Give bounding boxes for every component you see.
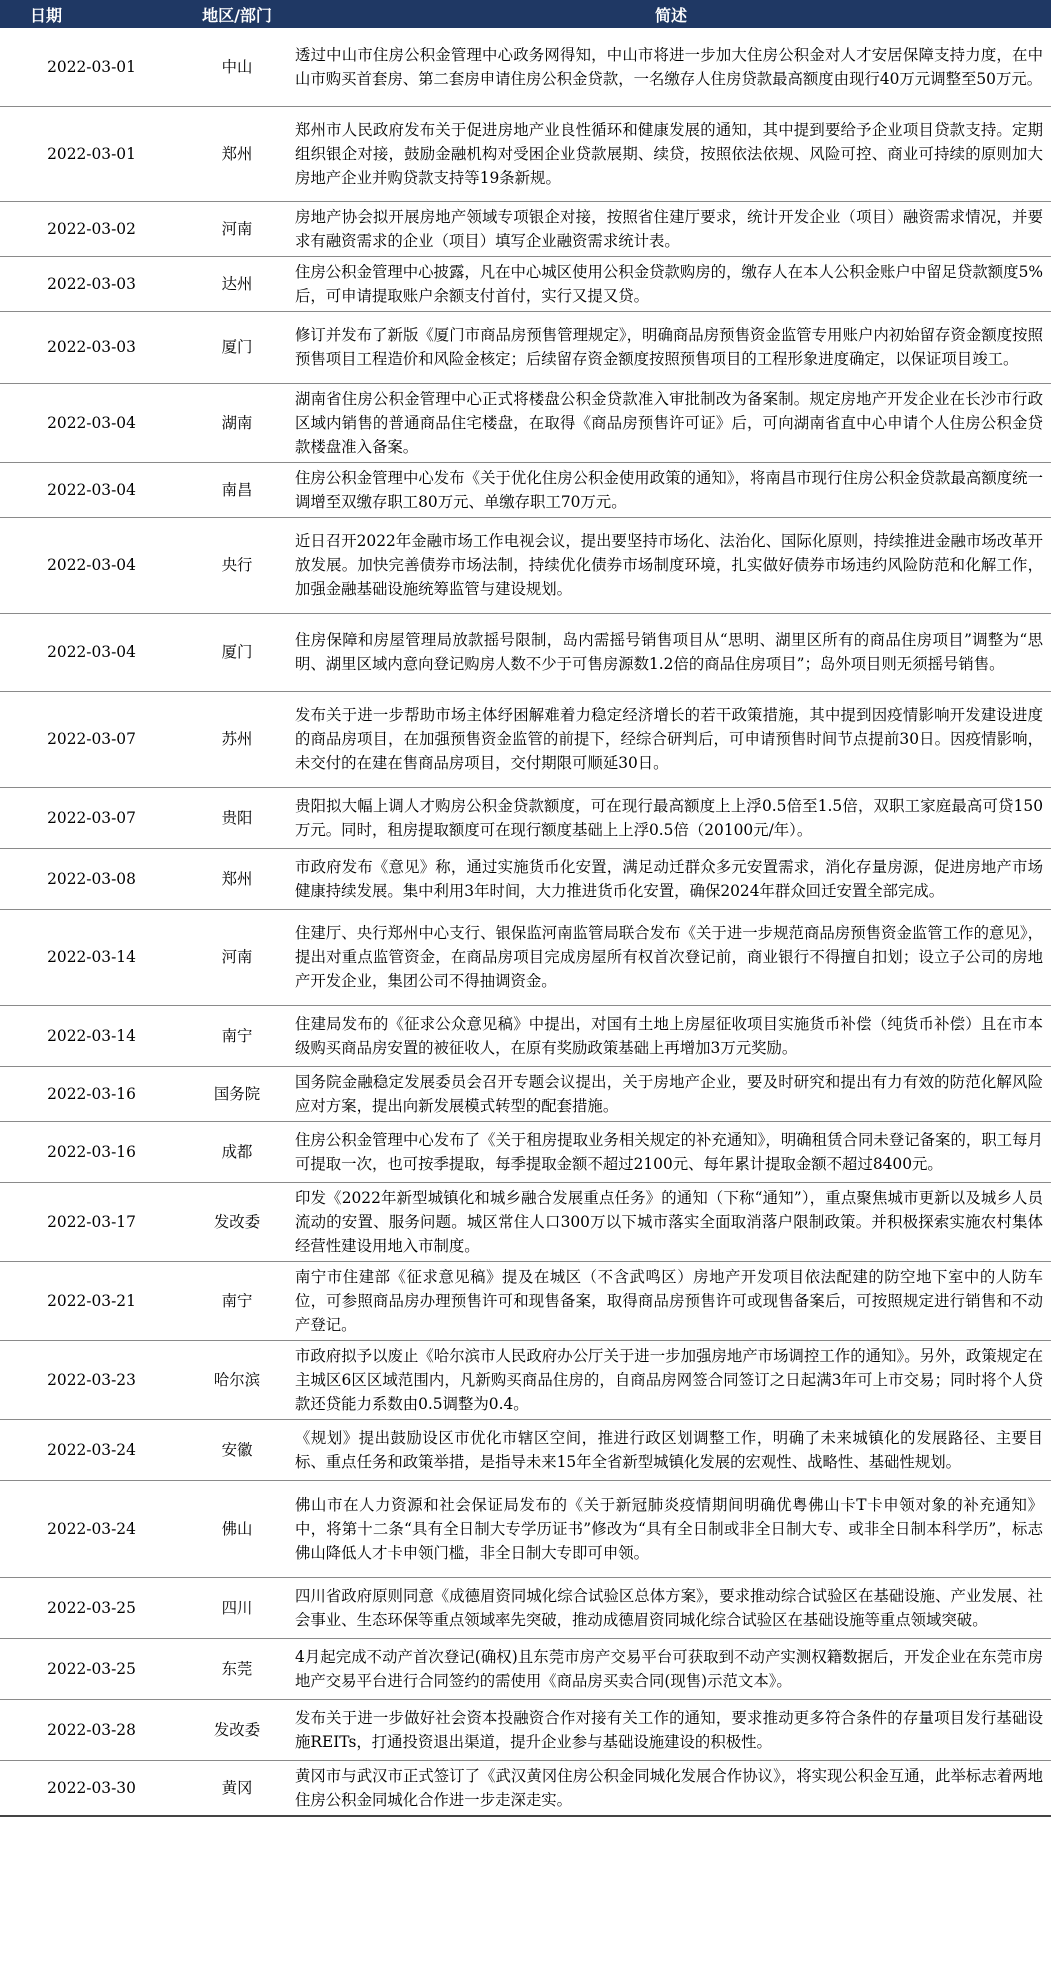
cell-region: 成都	[183, 1121, 291, 1182]
table-row	[0, 1261, 1051, 1340]
cell-summary: 近日召开2022年金融市场工作电视会议，提出要坚持市场化、法治化、国际化原则，持续推进金融市场改革开放发展。加快完善债券市场法制，持续优化债券市场制度环境，扎实做好债券市场违约风险防范和化解工作，加强金融基础设施统筹监管与建设规划。	[291, 517, 1051, 613]
cell-region: 发改委	[183, 1182, 291, 1261]
cell-summary: 《规划》提出鼓励设区市优化市辖区空间，推进行政区划调整工作，明确了未来城镇化的发展路径、主要目标、重点任务和政策举措，是指导未来15年全省新型城镇化发展的宏观性、战略性、基础性规划。	[291, 1419, 1051, 1480]
cell-date: 2022-03-25	[0, 1638, 183, 1699]
cell-region: 厦门	[183, 613, 291, 691]
cell-region: 东莞	[183, 1638, 291, 1699]
table-row	[0, 106, 1051, 201]
cell-date: 2022-03-07	[0, 787, 183, 848]
cell-summary: 发布关于进一步做好社会资本投融资合作对接有关工作的通知，要求推动更多符合条件的存量项目发行基础设施REITs，打通投资退出渠道，提升企业参与基础设施建设的积极性。	[291, 1699, 1051, 1760]
header-summary: 简述	[291, 0, 1051, 28]
cell-region: 郑州	[183, 106, 291, 201]
cell-date: 2022-03-23	[0, 1340, 183, 1419]
table-row	[0, 691, 1051, 787]
cell-region: 河南	[183, 201, 291, 256]
cell-date: 2022-03-14	[0, 909, 183, 1005]
table-header	[0, 0, 1051, 28]
table-row	[0, 517, 1051, 613]
cell-region: 央行	[183, 517, 291, 613]
cell-region: 四川	[183, 1577, 291, 1638]
cell-region: 中山	[183, 28, 291, 106]
cell-date: 2022-03-01	[0, 28, 183, 106]
cell-region: 安徽	[183, 1419, 291, 1480]
cell-date: 2022-03-30	[0, 1760, 183, 1816]
cell-date: 2022-03-04	[0, 383, 183, 462]
cell-summary: 透过中山市住房公积金管理中心政务网得知，中山市将进一步加大住房公积金对人才安居保障支持力度，在中山市购买首套房、第二套房申请住房公积金贷款，一名缴存人住房贷款最高额度由现行40万元调整至50万元。	[291, 28, 1051, 106]
cell-date: 2022-03-17	[0, 1182, 183, 1261]
cell-date: 2022-03-02	[0, 201, 183, 256]
cell-region: 贵阳	[183, 787, 291, 848]
cell-date: 2022-03-04	[0, 462, 183, 517]
cell-summary: 房地产协会拟开展房地产领域专项银企对接，按照省住建厅要求，统计开发企业（项目）融资需求情况，并要求有融资需求的企业（项目）填写企业融资需求统计表。	[291, 201, 1051, 256]
cell-region: 国务院	[183, 1066, 291, 1121]
table-row	[0, 1577, 1051, 1638]
cell-summary: 黄冈市与武汉市正式签订了《武汉黄冈住房公积金同城化发展合作协议》，将实现公积金互通，此举标志着两地住房公积金同城化合作进一步走深走实。	[291, 1760, 1051, 1816]
cell-date: 2022-03-03	[0, 311, 183, 383]
cell-date: 2022-03-24	[0, 1419, 183, 1480]
cell-region: 哈尔滨	[183, 1340, 291, 1419]
cell-summary: 住房公积金管理中心发布《关于优化住房公积金使用政策的通知》，将南昌市现行住房公积金贷款最高额度统一调增至双缴存职工80万元、单缴存职工70万元。	[291, 462, 1051, 517]
table-row	[0, 787, 1051, 848]
cell-summary: 发布关于进一步帮助市场主体纾困解难着力稳定经济增长的若干政策措施，其中提到因疫情影响开发建设进度的商品房项目，在加强预售资金监管的前提下，经综合研判后，可申请预售时间节点提前30日。因疫情影响，未交付的在建在售商品房项目，交付期限可顺延30日。	[291, 691, 1051, 787]
cell-date: 2022-03-24	[0, 1480, 183, 1577]
cell-summary: 印发《2022年新型城镇化和城乡融合发展重点任务》的通知（下称“通知”），重点聚焦城市更新以及城乡人员流动的安置、服务问题。城区常住人口300万以下城市落实全面取消落户限制政策。并积极探索实施农村集体经营性建设用地入市制度。	[291, 1182, 1051, 1261]
cell-summary: 佛山市在人力资源和社会保证局发布的《关于新冠肺炎疫情期间明确优粤佛山卡T卡申领对象的补充通知》中，将第十二条“具有全日制大专学历证书”修改为“具有全日制或非全日制大专、或非全日制本科学历”，标志佛山降低人才卡申领门槛，非全日制大专即可申领。	[291, 1480, 1051, 1577]
table-row	[0, 1480, 1051, 1577]
cell-region: 河南	[183, 909, 291, 1005]
cell-summary: 湖南省住房公积金管理中心正式将楼盘公积金贷款准入审批制改为备案制。规定房地产开发企业在长沙市行政区域内销售的普通商品住宅楼盘，在取得《商品房预售许可证》后，可向湖南省直中心申请个人住房公积金贷款楼盘准入备案。	[291, 383, 1051, 462]
cell-summary: 住房公积金管理中心披露，凡在中心城区使用公积金贷款购房的，缴存人在本人公积金账户中留足贷款额度5%后，可申请提取账户余额支付首付，实行又提又贷。	[291, 256, 1051, 311]
cell-summary: 住建厅、央行郑州中心支行、银保监河南监管局联合发布《关于进一步规范商品房预售资金监管工作的意见》，提出对重点监管资金，在商品房项目完成房屋所有权首次登记前，商业银行不得擅自扣划；设立子公司的房地产开发企业，集团公司不得抽调资金。	[291, 909, 1051, 1005]
cell-summary: 南宁市住建部《征求意见稿》提及在城区（不含武鸣区）房地产开发项目依法配建的防空地下室中的人防车位，可参照商品房办理预售许可和现售备案，取得商品房预售许可或现售备案后，可按照规定进行销售和不动产登记。	[291, 1261, 1051, 1340]
cell-summary: 四川省政府原则同意《成德眉资同城化综合试验区总体方案》，要求推动综合试验区在基础设施、产业发展、社会事业、生态环保等重点领域率先突破，推动成德眉资同城化综合试验区在基础设施等重点领域突破。	[291, 1577, 1051, 1638]
cell-date: 2022-03-03	[0, 256, 183, 311]
cell-summary: 贵阳拟大幅上调人才购房公积金贷款额度，可在现行最高额度上上浮0.5倍至1.5倍，双职工家庭最高可贷150万元。同时，租房提取额度可在现行额度基础上上浮0.5倍（20100元/年）。	[291, 787, 1051, 848]
cell-region: 南昌	[183, 462, 291, 517]
header-date: 日期	[0, 0, 183, 28]
table-row	[0, 1121, 1051, 1182]
cell-region: 郑州	[183, 848, 291, 909]
table-row	[0, 613, 1051, 691]
table-row	[0, 256, 1051, 311]
table-row	[0, 28, 1051, 106]
cell-date: 2022-03-25	[0, 1577, 183, 1638]
table-row	[0, 848, 1051, 909]
table-row	[0, 1340, 1051, 1419]
cell-date: 2022-03-08	[0, 848, 183, 909]
table-body	[0, 28, 1051, 1816]
table-row	[0, 1182, 1051, 1261]
table-row	[0, 383, 1051, 462]
cell-summary: 住房公积金管理中心发布了《关于租房提取业务相关规定的补充通知》，明确租赁合同未登记备案的，职工每月可提取一次，也可按季提取，每季提取金额不超过2100元、每年累计提取金额不超过8400元。	[291, 1121, 1051, 1182]
table-row	[0, 1419, 1051, 1480]
table-row	[0, 1699, 1051, 1760]
cell-region: 发改委	[183, 1699, 291, 1760]
cell-date: 2022-03-16	[0, 1121, 183, 1182]
table-row	[0, 311, 1051, 383]
cell-date: 2022-03-14	[0, 1005, 183, 1066]
cell-date: 2022-03-04	[0, 517, 183, 613]
table-row	[0, 909, 1051, 1005]
cell-region: 达州	[183, 256, 291, 311]
cell-summary: 住房保障和房屋管理局放款摇号限制，岛内需摇号销售项目从“思明、湖里区所有的商品住房项目”调整为“思明、湖里区域内意向登记购房人数不少于可售房源数1.2倍的商品住房项目”；岛外项目则无须摇号销售。	[291, 613, 1051, 691]
cell-region: 黄冈	[183, 1760, 291, 1816]
header-region: 地区/部门	[183, 0, 291, 28]
cell-date: 2022-03-21	[0, 1261, 183, 1340]
cell-date: 2022-03-04	[0, 613, 183, 691]
cell-summary: 郑州市人民政府发布关于促进房地产业良性循环和健康发展的通知，其中提到要给予企业项目贷款支持。定期组织银企对接，鼓励金融机构对受困企业贷款展期、续贷，按照依法依规、风险可控、商业可持续的原则加大房地产企业并购贷款支持等19条新规。	[291, 106, 1051, 201]
cell-region: 湖南	[183, 383, 291, 462]
table-row	[0, 1638, 1051, 1699]
cell-summary: 市政府拟予以废止《哈尔滨市人民政府办公厅关于进一步加强房地产市场调控工作的通知》。另外，政策规定在主城区6区区域范围内，凡新购买商品住房的，自商品房网签合同签订之日起满3年可上市交易；同时将个人贷款还贷能力系数由0.5调整为0.4。	[291, 1340, 1051, 1419]
table-row	[0, 1760, 1051, 1816]
cell-date: 2022-03-28	[0, 1699, 183, 1760]
cell-date: 2022-03-01	[0, 106, 183, 201]
cell-region: 南宁	[183, 1261, 291, 1340]
cell-region: 佛山	[183, 1480, 291, 1577]
cell-summary: 国务院金融稳定发展委员会召开专题会议提出，关于房地产企业，要及时研究和提出有力有效的防范化解风险应对方案，提出向新发展模式转型的配套措施。	[291, 1066, 1051, 1121]
table-row	[0, 201, 1051, 256]
cell-region: 苏州	[183, 691, 291, 787]
cell-summary: 修订并发布了新版《厦门市商品房预售管理规定》，明确商品房预售资金监管专用账户内初始留存资金额度按照预售项目工程造价和风险金核定；后续留存资金额度按照预售项目的工程形象进度确定，以保证项目竣工。	[291, 311, 1051, 383]
cell-summary: 住建局发布的《征求公众意见稿》中提出，对国有土地上房屋征收项目实施货币补偿（纯货币补偿）且在市本级购买商品房安置的被征收人，在原有奖励政策基础上再增加3万元奖励。	[291, 1005, 1051, 1066]
cell-summary: 市政府发布《意见》称，通过实施货币化安置，满足动迁群众多元安置需求，消化存量房源，促进房地产市场健康持续发展。集中利用3年时间，大力推进货币化安置，确保2024年群众回迁安置全部完成。	[291, 848, 1051, 909]
cell-region: 厦门	[183, 311, 291, 383]
cell-region: 南宁	[183, 1005, 291, 1066]
cell-summary: 4月起完成不动产首次登记(确权)且东莞市房产交易平台可获取到不动产实测权籍数据后，开发企业在东莞市房地产交易平台进行合同签约的需使用《商品房买卖合同(现售)示范文本》。	[291, 1638, 1051, 1699]
table-row	[0, 462, 1051, 517]
table-row	[0, 1066, 1051, 1121]
cell-date: 2022-03-16	[0, 1066, 183, 1121]
cell-date: 2022-03-07	[0, 691, 183, 787]
table-row	[0, 1005, 1051, 1066]
